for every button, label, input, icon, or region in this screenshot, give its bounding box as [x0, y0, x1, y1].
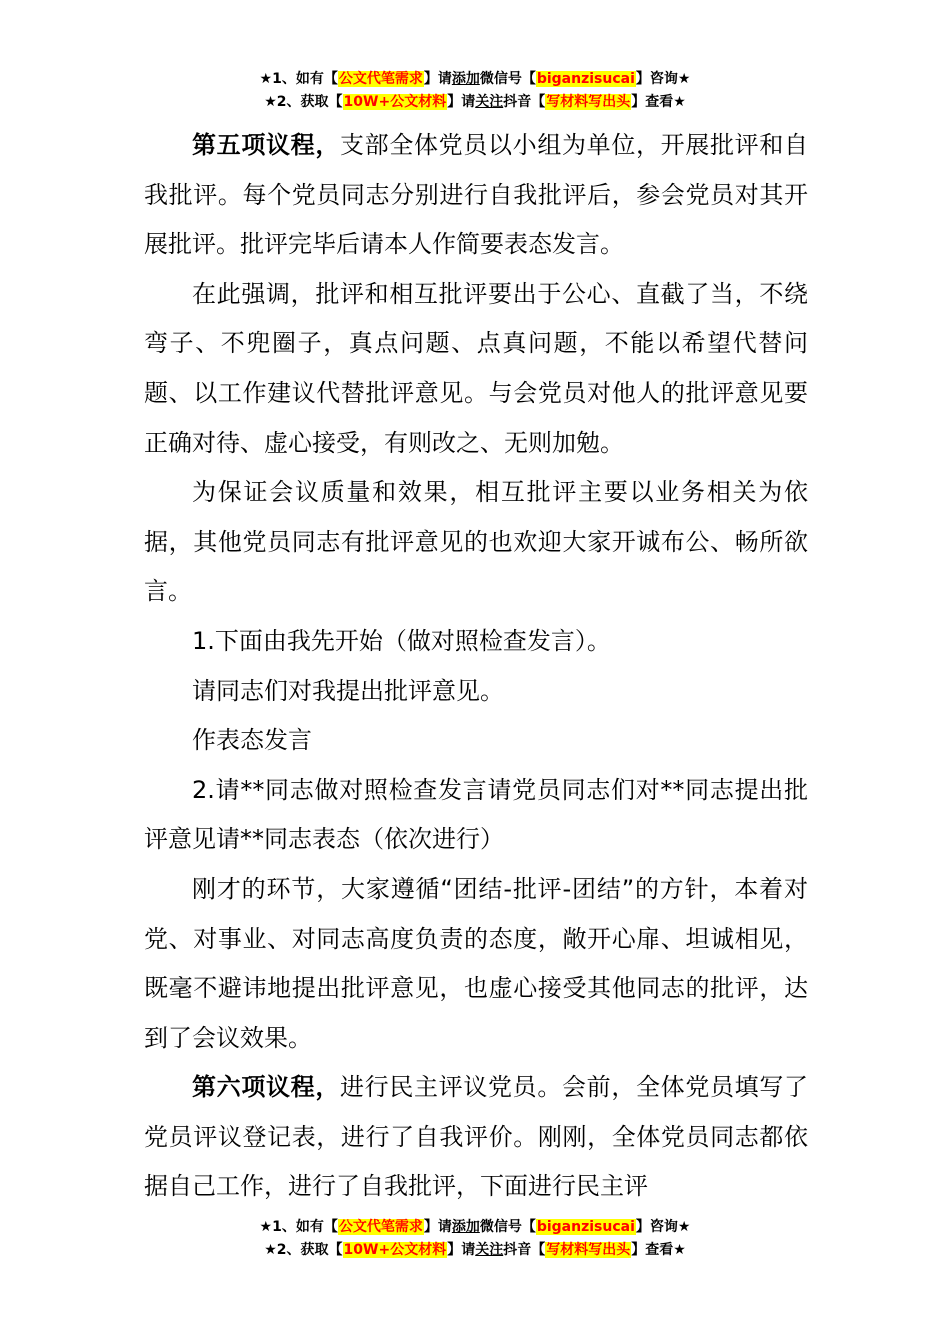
banner-text: 】查看 [631, 94, 674, 110]
paragraph-summary [144, 865, 808, 1063]
highlight-wechat-id: biganzisucai [536, 71, 635, 87]
banner-text: 】咨询 [635, 71, 678, 87]
banner-text: 】查看 [631, 1242, 674, 1258]
banner-text: 】请 [423, 1219, 452, 1235]
highlight-service: 公文代笔需求 [338, 1219, 423, 1235]
paragraph-text: 2.请**同志做对照检查发言请党员同志们对**同志提出批评意见请**同志表态（依次进行） [144, 775, 808, 854]
banner-underline-text: 关注 [475, 1242, 504, 1258]
highlight-materials: 10W+公文材料 [343, 1242, 447, 1258]
star-icon: ★ [673, 1242, 686, 1258]
banner-text: 抖音【 [503, 94, 546, 110]
header-banner [0, 68, 950, 114]
paragraph-agenda-5 [144, 121, 808, 270]
footer-banner [0, 1216, 950, 1262]
banner-text: 抖音【 [503, 1242, 546, 1258]
banner-underline-text: 添加 [451, 1219, 480, 1235]
paragraph-quality [144, 468, 808, 617]
highlight-wechat-id: biganzisucai [536, 1219, 635, 1235]
banner-text: 】请 [423, 71, 452, 87]
star-icon: ★ [259, 71, 273, 87]
star-icon: ★ [677, 1219, 691, 1235]
banner-line-2 [0, 91, 950, 114]
highlight-materials: 10W+公文材料 [343, 94, 447, 110]
banner-text: 2、获取【 [276, 1242, 343, 1258]
paragraph-text: 作表态发言 [192, 726, 312, 755]
highlight-service: 公文代笔需求 [338, 71, 423, 87]
star-icon: ★ [677, 71, 691, 87]
banner-text: 微信号【 [479, 1219, 536, 1235]
paragraph-request [144, 667, 808, 717]
agenda-heading: 第六项议程， [192, 1073, 340, 1102]
banner-line-1 [0, 68, 950, 91]
banner-text: 微信号【 [479, 71, 536, 87]
banner-text: 】咨询 [635, 1219, 678, 1235]
banner-text: 2、获取【 [276, 94, 343, 110]
paragraph-step-2 [144, 766, 808, 865]
star-icon: ★ [259, 1219, 273, 1235]
highlight-douyin: 写材料写出头 [546, 1242, 631, 1258]
paragraph-text: 为保证会议质量和效果，相互批评主要以业务相关为依据，其他党员同志有批评意见的也欢迎大家开诚布公、畅所欲言。 [144, 478, 808, 606]
paragraph-text: 进行民主评议党员。会前，全体党员填写了党员评议登记表，进行了自我评价。刚刚，全体党员同志都依据自己工作，进行了自我批评，下面进行民主评 [144, 1073, 808, 1201]
paragraph-text: 1.下面由我先开始（做对照检查发言）。 [192, 626, 611, 655]
document-body [144, 121, 808, 1212]
paragraph-text: 刚才的环节，大家遵循“团结-批评-团结”的方针，本着对党、对事业、对同志高度负责的态度，敞开心扉、坦诚相见，既毫不避讳地提出批评意见，也虚心接受其他同志的批评，达到了会议效果。 [144, 874, 808, 1052]
paragraph-text: 请同志们对我提出批评意见。 [192, 676, 504, 705]
paragraph-step-1 [144, 617, 808, 667]
highlight-douyin: 写材料写出头 [546, 94, 631, 110]
paragraph-text: 支部全体党员以小组为单位，开展批评和自我批评。每个党员同志分别进行自我批评后，参会党员对其开展批评。批评完毕后请本人作简要表态发言。 [144, 131, 808, 259]
star-icon: ★ [673, 94, 686, 110]
banner-underline-text: 添加 [451, 71, 480, 87]
agenda-heading: 第五项议程， [192, 131, 340, 159]
paragraph-statement [144, 716, 808, 766]
paragraph-text: 在此强调，批评和相互批评要出于公心、直截了当，不绕弯子、不兜圈子，真点问题、点真问题，不能以希望代替问题、以工作建议代替批评意见。与会党员对他人的批评意见要正确对待、虚心接受，有则改之、无则加勉。 [144, 279, 808, 457]
paragraph-emphasis [144, 270, 808, 468]
banner-text: 】请 [447, 94, 476, 110]
banner-underline-text: 关注 [475, 94, 504, 110]
star-icon: ★ [264, 94, 277, 110]
paragraph-agenda-6 [144, 1063, 808, 1212]
banner-text: 1、如有【 [272, 71, 338, 87]
banner-text: 】请 [447, 1242, 476, 1258]
star-icon: ★ [264, 1242, 277, 1258]
banner-line-1 [0, 1216, 950, 1239]
banner-line-2 [0, 1239, 950, 1262]
banner-text: 1、如有【 [272, 1219, 338, 1235]
